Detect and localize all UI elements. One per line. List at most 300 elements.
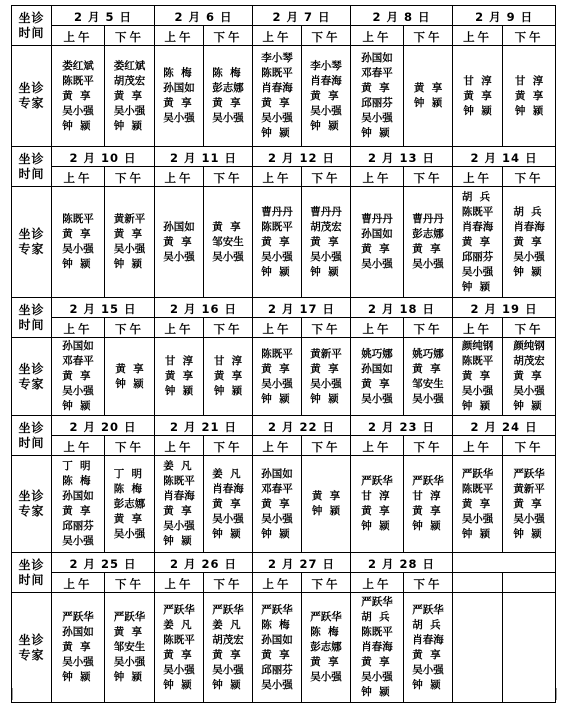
half-day-cell xyxy=(253,573,302,593)
expert-name: 严跃华 xyxy=(513,467,545,480)
experts-cell xyxy=(52,338,105,416)
half-day-cell xyxy=(453,167,503,187)
date-label: 2 月 10 日 xyxy=(69,151,137,165)
half-day-cell xyxy=(503,26,556,46)
experts-cell xyxy=(105,46,155,147)
experts-list xyxy=(312,489,340,519)
expert-name: 严跃华 xyxy=(361,596,393,608)
expert-name: 胡 兵 xyxy=(461,190,491,203)
date-cell xyxy=(155,416,253,436)
half-day-label: 下午 xyxy=(311,171,341,185)
half-day-label: 下午 xyxy=(213,171,243,185)
expert-name: 曹丹丹 xyxy=(310,205,342,218)
experts-cell xyxy=(155,456,204,553)
expert-name: 吴小强 xyxy=(310,250,342,263)
expert-name: 钟 颍 xyxy=(212,678,241,691)
expert-name: 黄 享 xyxy=(212,497,241,510)
expert-name: 曹丹丹 xyxy=(261,205,293,218)
time-label-cell xyxy=(12,416,52,456)
date-cell xyxy=(453,416,556,436)
expert-name: 钟 颍 xyxy=(311,505,341,517)
expert-name: 陈既平 xyxy=(163,475,195,487)
date-cell xyxy=(52,553,155,573)
experts-cell xyxy=(204,338,253,416)
expert-name: 黄 享 xyxy=(261,235,290,248)
experts-cell xyxy=(453,593,503,703)
experts-label-line2: 专家 xyxy=(18,504,45,518)
expert-name: 黄 享 xyxy=(163,97,192,109)
expert-name: 钟 颍 xyxy=(514,104,544,117)
half-day-label: 下午 xyxy=(413,30,443,44)
expert-name: 黄 享 xyxy=(212,648,241,661)
experts-list xyxy=(462,190,494,295)
expert-name: 李小琴 xyxy=(261,52,293,64)
date-label: 2 月 11 日 xyxy=(170,151,238,165)
experts-cell xyxy=(453,187,503,298)
expert-name: 钟 颍 xyxy=(62,258,91,270)
half-day-cell xyxy=(52,167,105,187)
experts-list xyxy=(414,81,442,111)
experts-list xyxy=(310,610,342,685)
time-label-line1: 坐诊 xyxy=(18,557,45,572)
experts-list xyxy=(261,51,293,141)
experts-list xyxy=(212,603,244,693)
expert-name: 吴小强 xyxy=(310,104,342,117)
expert-name: 吴小强 xyxy=(212,250,244,263)
expert-name: 黄 享 xyxy=(514,89,544,102)
experts-label-line1: 坐诊 xyxy=(18,227,45,241)
experts-list xyxy=(261,467,293,542)
experts-row xyxy=(12,593,556,703)
schedule-sheet xyxy=(11,5,555,698)
expert-name: 邓春平 xyxy=(361,67,393,79)
experts-cell xyxy=(253,46,302,147)
expert-name: 李小琴 xyxy=(310,59,342,72)
expert-name: 邱丽芬 xyxy=(361,97,393,109)
date-cell xyxy=(351,553,453,573)
half-day-label: 下午 xyxy=(514,171,544,185)
expert-name: 黄 享 xyxy=(412,243,441,255)
experts-label-cell xyxy=(12,456,52,553)
time-label-line1: 坐诊 xyxy=(18,302,45,317)
date-cell xyxy=(155,6,253,26)
expert-name: 吴小强 xyxy=(163,112,195,124)
experts-list xyxy=(361,51,393,141)
expert-name: 吴小强 xyxy=(513,250,545,263)
half-day-label: 下午 xyxy=(413,440,443,454)
expert-name: 姜 凡 xyxy=(163,618,192,631)
half-day-label: 下午 xyxy=(115,577,144,591)
expert-name: 陈 梅 xyxy=(261,618,290,631)
half-day-label: 上午 xyxy=(63,322,93,336)
expert-name: 孙国如 xyxy=(361,228,393,240)
half-day-label: 下午 xyxy=(514,322,544,336)
expert-name: 钟 颍 xyxy=(163,678,192,691)
half-day-row xyxy=(12,436,556,456)
half-day-label: 下午 xyxy=(115,30,144,44)
experts-row xyxy=(12,338,556,416)
expert-name: 肖春海 xyxy=(513,220,545,233)
half-day-label: 上午 xyxy=(262,322,292,336)
expert-name: 黄 享 xyxy=(113,89,143,102)
half-day-cell xyxy=(404,167,453,187)
date-cell xyxy=(453,553,556,573)
expert-name: 邱丽芬 xyxy=(62,520,94,532)
expert-name: 黄 享 xyxy=(412,505,441,517)
expert-name: 钟 颍 xyxy=(461,280,491,293)
half-day-cell xyxy=(351,167,404,187)
date-row xyxy=(12,298,556,318)
expert-name: 吴小强 xyxy=(62,535,94,547)
experts-cell xyxy=(302,338,351,416)
expert-name: 严跃华 xyxy=(412,603,444,616)
expert-name: 甘 淳 xyxy=(514,74,544,87)
experts-list xyxy=(62,339,94,414)
date-label: 2 月 6 日 xyxy=(174,10,233,24)
date-label: 2 月 26 日 xyxy=(170,557,238,571)
expert-name: 吴小强 xyxy=(163,250,195,263)
expert-name: 黄 享 xyxy=(310,362,339,375)
expert-name: 吴小强 xyxy=(513,512,545,525)
expert-name: 黄 享 xyxy=(261,648,290,661)
expert-name: 钟 颍 xyxy=(361,127,390,139)
half-day-cell xyxy=(404,436,453,456)
experts-list xyxy=(462,467,494,542)
experts-cell xyxy=(351,46,404,147)
half-day-label: 下午 xyxy=(514,30,544,44)
half-day-label: 下午 xyxy=(413,171,443,185)
expert-name: 钟 颍 xyxy=(261,265,290,278)
expert-name: 黄 享 xyxy=(213,370,243,382)
experts-cell xyxy=(52,46,105,147)
date-cell xyxy=(155,298,253,318)
experts-list xyxy=(212,220,244,265)
experts-cell xyxy=(253,338,302,416)
experts-cell xyxy=(404,593,453,703)
experts-cell xyxy=(52,456,105,553)
half-day-label: 下午 xyxy=(413,577,443,591)
experts-cell xyxy=(404,187,453,298)
expert-name: 孙国如 xyxy=(62,490,94,502)
time-label-cell xyxy=(12,6,52,46)
time-label-line1: 坐诊 xyxy=(18,151,45,166)
experts-list xyxy=(212,467,244,542)
expert-name: 吴小强 xyxy=(113,656,146,668)
expert-name: 胡茂宏 xyxy=(310,220,342,233)
half-day-label: 上午 xyxy=(262,30,292,44)
expert-name: 严跃华 xyxy=(310,611,342,623)
date-cell xyxy=(52,416,155,436)
experts-label-line2: 专家 xyxy=(18,96,45,110)
expert-name: 钟 颍 xyxy=(412,520,441,532)
expert-name: 肖春海 xyxy=(461,220,494,233)
half-day-label: 上午 xyxy=(362,440,392,454)
half-day-label: 下午 xyxy=(514,440,544,454)
half-day-cell xyxy=(155,573,204,593)
expert-name: 肖春海 xyxy=(310,74,342,87)
half-day-cell xyxy=(351,318,404,338)
expert-name: 钟 颍 xyxy=(310,392,339,405)
half-day-label: 下午 xyxy=(311,322,341,336)
experts-label-cell xyxy=(12,46,52,147)
expert-name: 黄 享 xyxy=(513,497,542,510)
expert-name: 肖春海 xyxy=(212,482,244,495)
experts-label-cell xyxy=(12,338,52,416)
half-day-cell xyxy=(302,318,351,338)
expert-name: 邱丽芬 xyxy=(461,250,494,263)
expert-name: 黄 享 xyxy=(413,82,443,94)
expert-name: 吴小强 xyxy=(113,104,146,117)
crop-mark-bottom-left xyxy=(0,688,13,700)
expert-name: 胡 兵 xyxy=(412,618,441,631)
expert-name: 吴小强 xyxy=(261,112,293,124)
expert-name: 黄新平 xyxy=(113,213,146,225)
experts-list xyxy=(62,59,94,134)
expert-name: 严跃华 xyxy=(461,467,494,480)
expert-name: 黄 享 xyxy=(412,648,441,661)
experts-list xyxy=(462,339,494,414)
date-cell xyxy=(52,6,155,26)
date-row xyxy=(12,416,556,436)
half-day-cell xyxy=(204,436,253,456)
expert-name: 黄 享 xyxy=(461,235,491,248)
experts-cell xyxy=(503,593,556,703)
experts-cell xyxy=(155,593,204,703)
experts-list xyxy=(361,474,393,534)
half-day-cell xyxy=(105,26,155,46)
date-label: 2 月 24 日 xyxy=(470,420,538,434)
date-row xyxy=(12,147,556,167)
half-day-cell xyxy=(404,26,453,46)
half-day-cell xyxy=(155,436,204,456)
date-cell xyxy=(52,298,155,318)
expert-name: 黄 享 xyxy=(310,235,339,248)
expert-name: 钟 颍 xyxy=(361,520,390,532)
expert-name: 钟 颍 xyxy=(513,400,542,412)
expert-name: 吴小强 xyxy=(513,385,545,397)
expert-name: 黄 享 xyxy=(62,228,91,240)
expert-name: 严跃华 xyxy=(62,611,94,623)
expert-name: 邹安生 xyxy=(212,235,244,248)
expert-name: 彭志娜 xyxy=(412,228,444,240)
expert-name: 黄 享 xyxy=(164,370,194,382)
half-day-cell xyxy=(404,318,453,338)
schedule-table xyxy=(11,5,556,703)
expert-name: 钟 颍 xyxy=(213,385,243,397)
half-day-label: 上午 xyxy=(63,171,93,185)
time-label-cell xyxy=(12,553,52,593)
expert-name: 钟 颍 xyxy=(513,527,542,540)
date-cell xyxy=(253,6,351,26)
expert-name: 吴小强 xyxy=(361,258,393,270)
expert-name: 黄 享 xyxy=(212,220,241,233)
experts-list xyxy=(310,205,342,280)
time-label-line2: 时间 xyxy=(18,317,45,332)
expert-name: 黄 享 xyxy=(62,505,91,517)
half-day-cell xyxy=(404,573,453,593)
half-day-label: 下午 xyxy=(413,322,443,336)
half-day-cell xyxy=(453,318,503,338)
expert-name: 吴小强 xyxy=(412,392,444,405)
date-label: 2 月 17 日 xyxy=(268,302,336,316)
experts-cell xyxy=(503,456,556,553)
date-row xyxy=(12,6,556,26)
half-day-label: 上午 xyxy=(262,440,292,454)
date-cell xyxy=(155,147,253,167)
experts-cell xyxy=(453,456,503,553)
expert-name: 孙国如 xyxy=(361,362,393,375)
half-day-label: 下午 xyxy=(213,577,243,591)
experts-list xyxy=(114,212,146,272)
expert-name: 陈 梅 xyxy=(163,67,192,79)
half-day-label: 下午 xyxy=(115,322,144,336)
expert-name: 黄 享 xyxy=(310,656,339,668)
expert-name: 钟 颍 xyxy=(361,686,390,698)
expert-name: 胡茂宏 xyxy=(113,74,146,87)
experts-label-line2: 专家 xyxy=(18,376,45,391)
expert-name: 甘 淳 xyxy=(213,355,243,367)
expert-name: 陈既平 xyxy=(461,355,494,367)
expert-name: 邓春平 xyxy=(261,482,293,495)
expert-name: 钟 颍 xyxy=(261,527,290,540)
expert-name: 黄 享 xyxy=(463,89,492,102)
expert-name: 钟 颍 xyxy=(115,377,144,390)
experts-row xyxy=(12,46,556,147)
date-cell xyxy=(453,298,556,318)
expert-name: 黄 享 xyxy=(361,82,390,94)
experts-list xyxy=(115,362,143,392)
date-label: 2 月 28 日 xyxy=(368,557,436,571)
experts-label-line2: 专家 xyxy=(18,242,45,256)
half-day-cell xyxy=(155,318,204,338)
half-day-cell xyxy=(253,26,302,46)
half-day-label: 上午 xyxy=(164,577,194,591)
expert-name: 邱丽芬 xyxy=(261,663,293,676)
expert-name: 孙国如 xyxy=(62,340,94,352)
date-label: 2 月 14 日 xyxy=(470,151,538,165)
experts-list xyxy=(513,339,545,414)
date-label: 2 月 27 日 xyxy=(268,557,336,571)
experts-label-cell xyxy=(12,593,52,703)
experts-cell xyxy=(105,187,155,298)
date-cell xyxy=(453,6,556,26)
expert-name: 陈既平 xyxy=(261,220,293,233)
expert-name: 吴小强 xyxy=(461,512,494,525)
half-day-label: 上午 xyxy=(362,171,392,185)
experts-cell xyxy=(105,338,155,416)
expert-name: 钟 颍 xyxy=(62,400,91,412)
experts-label-line1: 坐诊 xyxy=(18,489,45,503)
expert-name: 吴小强 xyxy=(461,265,494,278)
time-label-line2: 时间 xyxy=(18,25,45,40)
experts-cell xyxy=(404,46,453,147)
half-day-label: 下午 xyxy=(311,577,341,591)
experts-cell xyxy=(204,456,253,553)
date-label: 2 月 18 日 xyxy=(368,302,436,316)
experts-row xyxy=(12,456,556,553)
expert-name: 黄 享 xyxy=(212,97,241,109)
half-day-row xyxy=(12,167,556,187)
expert-name: 姚巧娜 xyxy=(412,347,444,360)
expert-name: 陈 梅 xyxy=(310,626,339,638)
half-day-cell xyxy=(155,167,204,187)
half-day-cell xyxy=(453,573,503,593)
experts-list xyxy=(412,603,444,693)
expert-name: 吴小强 xyxy=(412,258,444,270)
half-day-label: 上午 xyxy=(164,171,194,185)
expert-name: 肖春海 xyxy=(412,633,444,646)
experts-cell xyxy=(503,338,556,416)
expert-name: 吴小强 xyxy=(62,385,94,397)
half-day-label: 上午 xyxy=(63,577,93,591)
experts-cell xyxy=(453,46,503,147)
half-day-cell xyxy=(204,318,253,338)
experts-cell xyxy=(155,46,204,147)
half-day-cell xyxy=(302,26,351,46)
expert-name: 娄红斌 xyxy=(62,59,94,72)
date-label: 2 月 25 日 xyxy=(69,557,137,571)
half-day-label: 上午 xyxy=(262,171,292,185)
half-day-label: 上午 xyxy=(362,30,392,44)
expert-name: 黄 享 xyxy=(261,362,290,375)
expert-name: 肖春海 xyxy=(261,82,293,94)
date-cell xyxy=(155,553,253,573)
time-label-line2: 时间 xyxy=(18,435,45,450)
expert-name: 彭志娜 xyxy=(310,641,342,653)
date-row xyxy=(12,553,556,573)
half-day-label: 下午 xyxy=(115,171,144,185)
expert-name: 黄 享 xyxy=(461,497,491,510)
experts-list xyxy=(114,59,146,134)
experts-list xyxy=(361,212,393,272)
expert-name: 黄 享 xyxy=(163,648,192,661)
crop-mark-bottom-right xyxy=(556,688,568,700)
expert-name: 丁 明 xyxy=(62,460,91,472)
expert-name: 吴小强 xyxy=(310,377,342,390)
time-label-line1: 坐诊 xyxy=(18,10,45,25)
half-day-cell xyxy=(351,26,404,46)
expert-name: 钟 颍 xyxy=(164,385,194,397)
half-day-cell xyxy=(204,573,253,593)
expert-name: 陈既平 xyxy=(461,482,494,495)
experts-cell xyxy=(52,187,105,298)
half-day-label: 上午 xyxy=(463,322,493,336)
expert-name: 黄 享 xyxy=(412,362,441,375)
half-day-label: 上午 xyxy=(164,440,194,454)
experts-cell xyxy=(302,187,351,298)
expert-name: 陈既平 xyxy=(461,205,494,218)
time-label-line2: 时间 xyxy=(18,166,45,181)
experts-cell xyxy=(105,593,155,703)
half-day-cell xyxy=(453,436,503,456)
expert-name: 胡茂宏 xyxy=(513,355,545,367)
half-day-label: 上午 xyxy=(463,440,493,454)
date-cell xyxy=(351,416,453,436)
expert-name: 胡 兵 xyxy=(513,205,542,218)
expert-name: 吴小强 xyxy=(261,512,293,525)
expert-name: 钟 颍 xyxy=(461,527,491,540)
expert-name: 娄红斌 xyxy=(113,59,146,72)
expert-name: 黄 享 xyxy=(163,505,192,517)
time-label-cell xyxy=(12,147,52,187)
expert-name: 黄 享 xyxy=(513,235,542,248)
experts-list xyxy=(412,212,444,272)
half-day-label: 上午 xyxy=(362,577,392,591)
date-label: 2 月 9 日 xyxy=(475,10,534,24)
half-day-cell xyxy=(253,167,302,187)
experts-list xyxy=(163,603,195,693)
experts-list xyxy=(62,459,94,549)
